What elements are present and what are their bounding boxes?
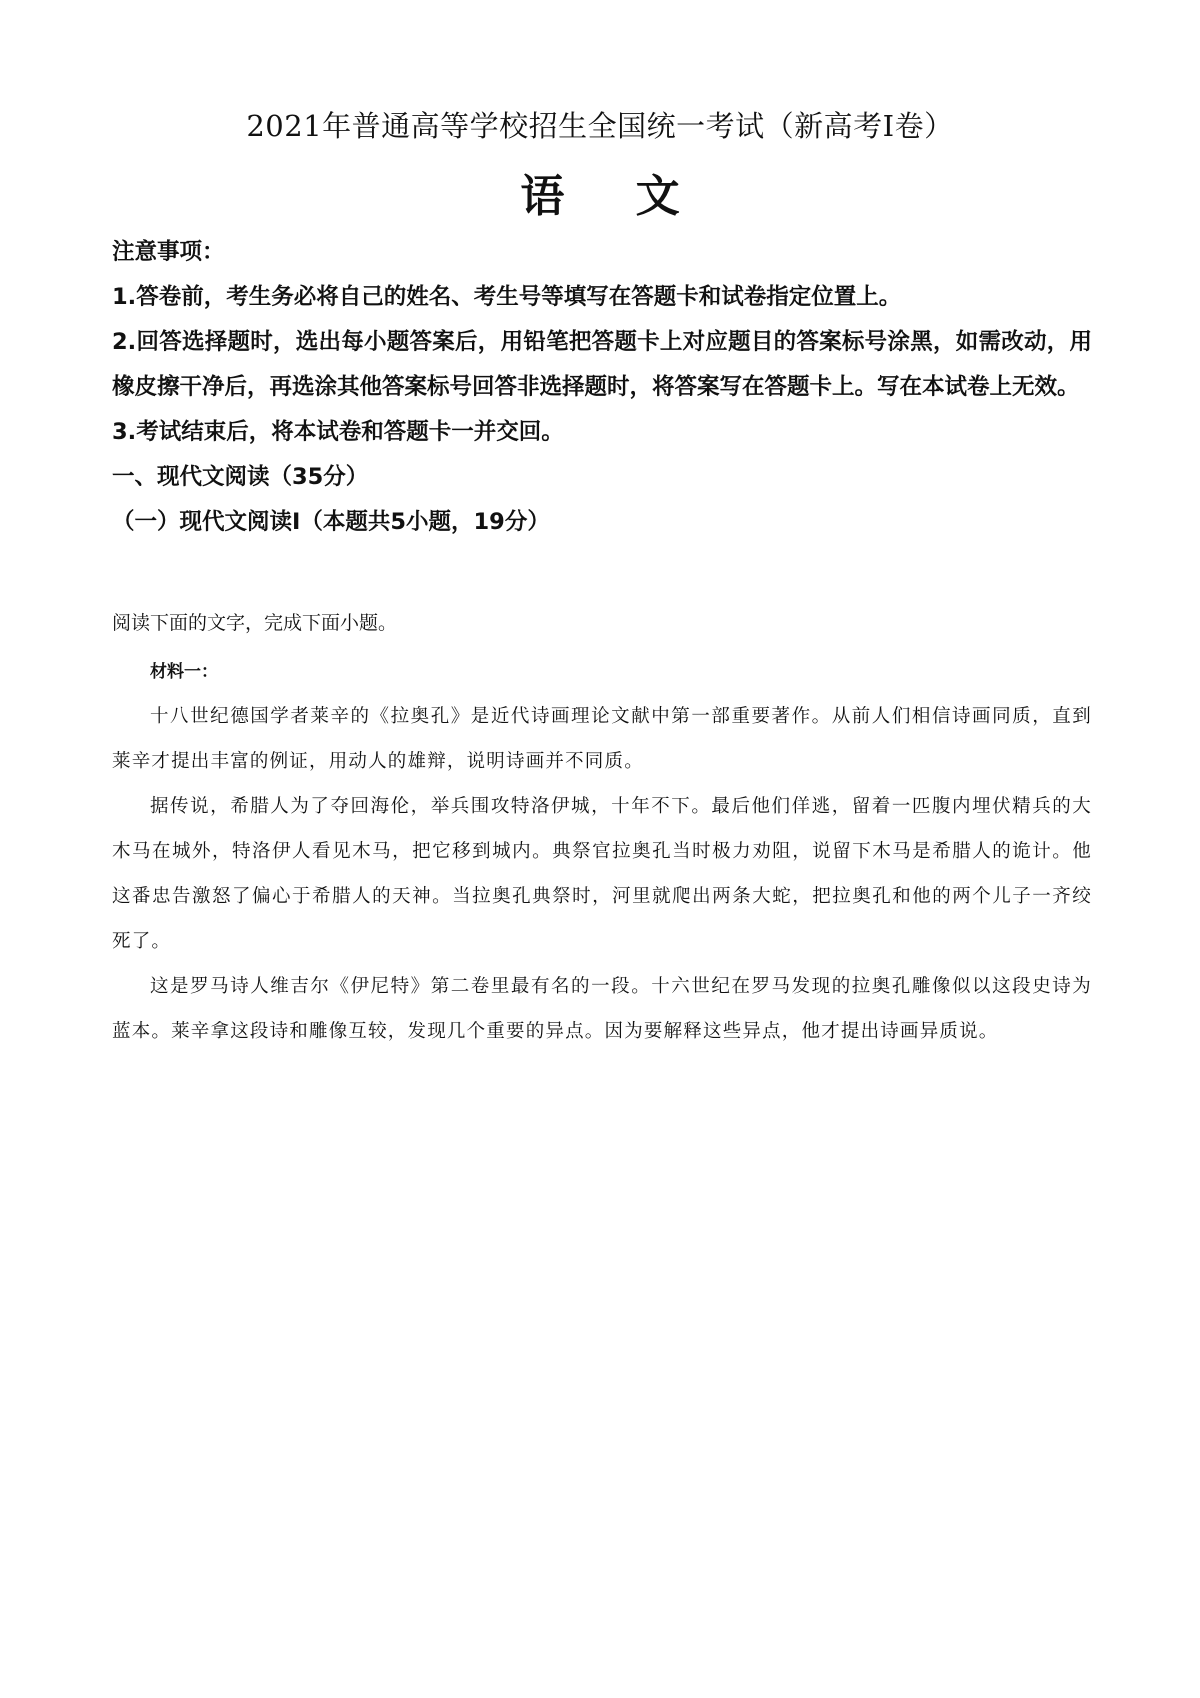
exam-notes <box>112 230 1092 545</box>
material-paragraph-3: 这是罗马诗人维吉尔《伊尼特》第二卷里最有名的一段。十六世纪在罗马发现的拉奥孔雕像似以这段史诗为蓝本。莱辛拿这段诗和雕像互较，发现几个重要的异点。因为要解释这些异点，他才提出诗画异质说。 <box>112 976 1092 1042</box>
note-item-1: 1.答卷前，考生务必将自己的姓名、考生号等填写在答题卡和试卷指定位置上。 <box>112 284 902 310</box>
note-item-3: 3.考试结束后，将本试卷和答题卡一并交回。 <box>112 419 564 445</box>
material-paragraph-1: 十八世纪德国学者莱辛的《拉奥孔》是近代诗画理论文献中第一部重要著作。从前人们相信诗画同质，直到莱辛才提出丰富的例证，用动人的雄辩，说明诗画并不同质。 <box>112 706 1092 772</box>
material-label: 材料一： <box>150 662 218 682</box>
subject-title: 语 文 <box>520 171 708 222</box>
section-subtitle: （一）现代文阅读Ⅰ（本题共5小题，19分） <box>112 509 550 535</box>
material-block <box>112 650 1092 1054</box>
note-item-2: 2.回答选择题时，选出每小题答案后，用铅笔把答题卡上对应题目的答案标号涂黑，如需改动，用橡皮擦干净后，再选涂其他答案标号回答非选择题时，将答案写在答题卡上。写在本试卷上无效。 <box>112 329 1092 400</box>
exam-title: 2021年普通高等学校招生全国统一考试（新高考Ⅰ卷） <box>246 109 954 143</box>
material-paragraph-2: 据传说，希腊人为了夺回海伦，举兵围攻特洛伊城，十年不下。最后他们佯逃，留着一匹腹内埋伏精兵的大木马在城外，特洛伊人看见木马，把它移到城内。典祭官拉奥孔当时极力劝阻，说留下木马是希腊人的诡计。他这番忠告激怒了偏心于希腊人的天神。当拉奥孔典祭时，河里就爬出两条大蛇，把拉奥孔和他的两个儿子一齐绞死了。 <box>112 796 1092 952</box>
reading-instruction: 阅读下面的文字，完成下面小题。 <box>112 612 398 634</box>
notes-heading: 注意事项： <box>112 239 225 265</box>
section-title: 一、现代文阅读（35分） <box>112 464 369 490</box>
